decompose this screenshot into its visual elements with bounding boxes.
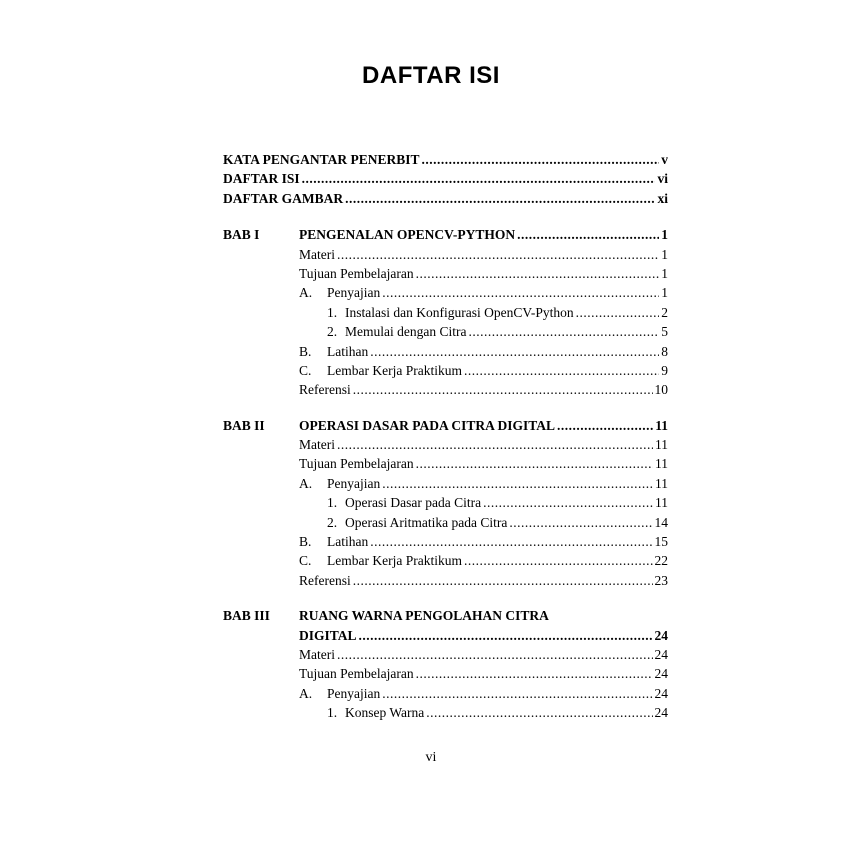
toc-entry-marker: C.: [299, 553, 312, 569]
toc-entry[interactable]: [223, 264, 668, 283]
dot-leader: [422, 150, 660, 169]
chapter-number: BAB III: [223, 608, 270, 624]
toc-entry[interactable]: [223, 645, 668, 664]
toc-entry-label: Materi: [299, 646, 335, 662]
dot-leader: [382, 283, 659, 302]
toc-entry-page: 24: [654, 705, 668, 721]
dot-leader: [416, 454, 653, 473]
toc-entry[interactable]: [223, 513, 668, 532]
toc-entry-front[interactable]: [223, 189, 668, 208]
toc-entry-label: Materi: [299, 246, 335, 262]
toc-entry-label: Tujuan Pembelajaran: [299, 666, 414, 682]
dot-leader: [509, 513, 652, 532]
chapter-heading[interactable]: [223, 606, 668, 625]
toc-entry-marker: A.: [299, 475, 313, 491]
dot-leader: [464, 361, 659, 380]
toc-entry-page: v: [661, 152, 668, 167]
toc-entry-page: 9: [661, 362, 668, 378]
toc-entry-label: Operasi Dasar pada Citra: [345, 495, 482, 511]
toc-entry[interactable]: [223, 435, 668, 454]
toc-entry-front[interactable]: [223, 150, 668, 169]
chapter-title: OPERASI DASAR PADA CITRA DIGITAL: [299, 417, 556, 433]
toc-entry-label: Konsep Warna: [345, 705, 425, 721]
chapter-page: 11: [655, 417, 668, 433]
toc-entry[interactable]: [223, 551, 668, 570]
toc-entry-page: 23: [654, 572, 668, 588]
toc-entry-label: KATA PENGANTAR PENERBIT: [223, 152, 420, 167]
chapter-heading[interactable]: [223, 626, 668, 645]
chapter-number: BAB I: [223, 227, 260, 243]
toc-entry-marker: 1.: [327, 705, 338, 721]
table-of-contents: [223, 150, 668, 723]
toc-entry-page: 24: [654, 685, 668, 701]
toc-entry[interactable]: [223, 493, 668, 512]
dot-leader: [464, 551, 653, 570]
chapter-number: BAB II: [223, 417, 265, 433]
toc-entry-label: Tujuan Pembelajaran: [299, 265, 414, 281]
dot-leader: [337, 645, 653, 664]
dot-leader: [468, 322, 659, 341]
chapter-title: PENGENALAN OPENCV-PYTHON: [299, 227, 516, 243]
toc-entry-label: Penyajian: [327, 475, 381, 491]
toc-entry-label: Latihan: [327, 534, 369, 550]
toc-entry-label: Tujuan Pembelajaran: [299, 456, 414, 472]
toc-entry[interactable]: [223, 245, 668, 264]
toc-entry-label: Penyajian: [327, 285, 381, 301]
toc-entry-label: DAFTAR ISI: [223, 171, 300, 187]
toc-entry-marker: C.: [299, 362, 312, 378]
toc-entry[interactable]: [223, 322, 668, 341]
toc-entry-label: Materi: [299, 437, 335, 453]
dot-leader: [517, 225, 659, 244]
toc-entry-front[interactable]: [223, 169, 668, 188]
dot-leader: [353, 571, 653, 590]
chapter-heading[interactable]: [223, 416, 668, 435]
toc-entry-marker: B.: [299, 343, 312, 359]
dot-leader: [359, 626, 653, 645]
toc-entry-page: 10: [654, 382, 668, 398]
toc-entry[interactable]: [223, 361, 668, 380]
toc-entry-page: 8: [661, 343, 668, 359]
dot-leader: [337, 435, 653, 454]
toc-entry[interactable]: [223, 303, 668, 322]
toc-entry-page: 1: [661, 265, 668, 281]
toc-entry-label: Instalasi dan Konfigurasi OpenCV-Python: [345, 304, 574, 320]
toc-entry[interactable]: [223, 454, 668, 473]
toc-entry-label: Latihan: [327, 343, 369, 359]
dot-leader: [370, 342, 659, 361]
toc-entry-marker: 2.: [327, 514, 338, 530]
toc-entry-page: 11: [655, 437, 668, 453]
toc-entry-page: 24: [654, 666, 668, 682]
toc-entry-marker: B.: [299, 534, 312, 550]
toc-entry-label: DAFTAR GAMBAR: [223, 190, 344, 206]
toc-entry-marker: 1.: [327, 495, 338, 511]
chapter-page: 24: [654, 627, 668, 643]
toc-entry-label: Memulai dengan Citra: [345, 324, 467, 340]
chapter-page: 1: [661, 227, 668, 243]
section-gap: [223, 400, 668, 416]
toc-entry[interactable]: [223, 664, 668, 683]
toc-entry-page: 22: [654, 553, 668, 569]
toc-entry[interactable]: [223, 380, 668, 399]
chapter-title: RUANG WARNA PENGOLAHAN CITRA: [299, 608, 549, 624]
dot-leader: [345, 189, 655, 208]
section-gap: [223, 590, 668, 606]
section-gap: [223, 208, 668, 225]
toc-entry[interactable]: [223, 703, 668, 722]
dot-leader: [576, 303, 660, 322]
dot-leader: [382, 474, 653, 493]
page-title: DAFTAR ISI: [362, 62, 500, 89]
toc-entry-marker: 2.: [327, 324, 338, 340]
toc-entry-marker: 1.: [327, 304, 338, 320]
toc-entry-page: vi: [657, 171, 668, 187]
chapter-list: [223, 208, 668, 722]
toc-entry-label: Operasi Aritmatika pada Citra: [345, 514, 508, 530]
dot-leader: [337, 245, 659, 264]
toc-entry-page: 14: [654, 514, 668, 530]
dot-leader: [483, 493, 653, 512]
toc-entry-label: Penyajian: [327, 685, 381, 701]
toc-entry-page: 11: [655, 495, 668, 511]
toc-entry[interactable]: [223, 474, 668, 493]
toc-entry-marker: A.: [299, 685, 313, 701]
page-number: vi: [425, 750, 437, 765]
dot-leader: [416, 664, 653, 683]
toc-entry-page: 1: [661, 246, 668, 262]
toc-entry-label: Referensi: [299, 572, 351, 588]
toc-entry[interactable]: [223, 532, 668, 551]
toc-entry-page: 5: [661, 324, 668, 340]
toc-entry[interactable]: [223, 342, 668, 361]
toc-entry-page: 2: [661, 304, 668, 320]
toc-entry-page: 24: [654, 646, 668, 662]
toc-entry-marker: A.: [299, 285, 313, 301]
toc-entry[interactable]: [223, 684, 668, 703]
toc-entry-label: Lembar Kerja Praktikum: [327, 553, 462, 569]
dot-leader: [426, 703, 652, 722]
chapter-heading[interactable]: [223, 225, 668, 244]
dot-leader: [416, 264, 660, 283]
toc-entry-label: Lembar Kerja Praktikum: [327, 362, 462, 378]
dot-leader: [302, 169, 656, 188]
chapter-title: DIGITAL: [299, 627, 357, 643]
toc-entry-page: 1: [661, 285, 668, 301]
toc-entry-page: xi: [657, 190, 668, 206]
dot-leader: [353, 380, 653, 399]
toc-entry-page: 11: [655, 475, 668, 491]
toc-entry-label: Referensi: [299, 382, 351, 398]
toc-entry-page: 15: [654, 534, 668, 550]
dot-leader: [382, 684, 652, 703]
toc-entry[interactable]: [223, 283, 668, 302]
dot-leader: [557, 416, 653, 435]
toc-entry-page: 11: [655, 456, 668, 472]
dot-leader: [370, 532, 652, 551]
toc-entry[interactable]: [223, 571, 668, 590]
